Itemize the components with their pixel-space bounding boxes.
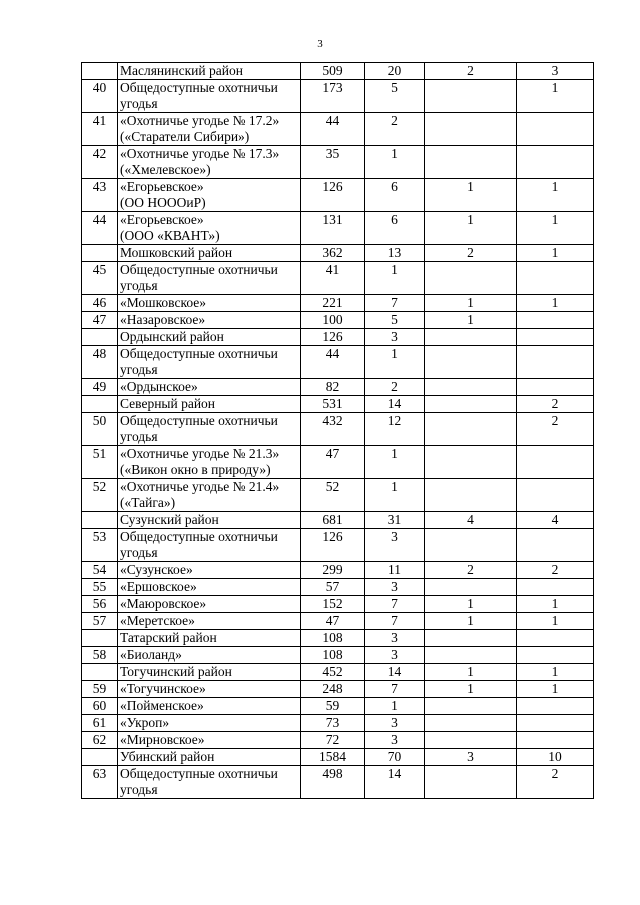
- row-value-4: 2: [517, 562, 594, 579]
- row-value-4: [517, 113, 594, 146]
- row-value-4: [517, 647, 594, 664]
- row-value-3: [425, 80, 517, 113]
- row-value-2: 1: [365, 479, 425, 512]
- row-value-3: [425, 579, 517, 596]
- row-name-line-2: («Хмелевское»): [120, 162, 211, 177]
- row-value-3: [425, 479, 517, 512]
- row-value-2: 1: [365, 446, 425, 479]
- row-value-2: 6: [365, 212, 425, 245]
- row-value-3: [425, 262, 517, 295]
- row-name-line-2: («Викон окно в природу»): [120, 462, 271, 477]
- row-value-2: 3: [365, 579, 425, 596]
- row-value-1: 108: [301, 647, 365, 664]
- row-number: 56: [82, 596, 118, 613]
- district-row: [82, 664, 594, 681]
- row-value-3: [425, 446, 517, 479]
- row-value-3: 4: [425, 512, 517, 529]
- row-name: [118, 479, 301, 512]
- row-name-line: «Тогучинское»: [120, 681, 206, 696]
- row-value-2: 7: [365, 596, 425, 613]
- row-value-3: 1: [425, 664, 517, 681]
- table-row: [82, 766, 594, 799]
- row-value-1: 498: [301, 766, 365, 799]
- row-name: [118, 146, 301, 179]
- table-row: [82, 295, 594, 312]
- row-value-1: 1584: [301, 749, 365, 766]
- row-value-1: 82: [301, 379, 365, 396]
- row-value-2: 31: [365, 512, 425, 529]
- row-name-line: «Биоланд»: [120, 647, 182, 662]
- row-name-line: Ордынский район: [120, 329, 224, 344]
- row-value-1: 108: [301, 630, 365, 647]
- row-value-3: [425, 766, 517, 799]
- row-number: 52: [82, 479, 118, 512]
- row-name-line: «Пойменское»: [120, 698, 204, 713]
- row-name: [118, 245, 301, 262]
- row-name: [118, 312, 301, 329]
- row-name-line: Маслянинский район: [120, 63, 243, 78]
- table-row: [82, 732, 594, 749]
- row-value-2: 14: [365, 664, 425, 681]
- table-row: [82, 80, 594, 113]
- row-value-4: 1: [517, 295, 594, 312]
- row-number: [82, 63, 118, 80]
- row-number: 61: [82, 715, 118, 732]
- row-number: 53: [82, 529, 118, 562]
- row-name-line-2: угодья: [120, 782, 158, 797]
- row-value-1: 432: [301, 413, 365, 446]
- row-name: [118, 80, 301, 113]
- row-value-3: [425, 329, 517, 346]
- row-number: 63: [82, 766, 118, 799]
- row-value-2: 5: [365, 80, 425, 113]
- row-value-2: 3: [365, 630, 425, 647]
- row-value-4: 1: [517, 664, 594, 681]
- row-name: [118, 630, 301, 647]
- row-value-4: 1: [517, 245, 594, 262]
- row-name: [118, 749, 301, 766]
- row-number: 41: [82, 113, 118, 146]
- row-value-4: [517, 479, 594, 512]
- row-name-line-2: угодья: [120, 362, 158, 377]
- table-row: [82, 579, 594, 596]
- row-value-3: [425, 715, 517, 732]
- row-name: [118, 63, 301, 80]
- row-value-4: [517, 262, 594, 295]
- row-name: [118, 529, 301, 562]
- row-value-4: [517, 715, 594, 732]
- row-name: [118, 446, 301, 479]
- row-name: [118, 681, 301, 698]
- table-row: [82, 262, 594, 295]
- row-value-4: 1: [517, 212, 594, 245]
- row-number: 55: [82, 579, 118, 596]
- row-number: 57: [82, 613, 118, 630]
- row-value-4: [517, 529, 594, 562]
- row-name: [118, 613, 301, 630]
- table-row: [82, 113, 594, 146]
- district-row: [82, 396, 594, 413]
- row-value-1: 57: [301, 579, 365, 596]
- table-row: [82, 529, 594, 562]
- row-value-2: 7: [365, 613, 425, 630]
- row-name: [118, 562, 301, 579]
- row-value-2: 13: [365, 245, 425, 262]
- row-value-4: 1: [517, 80, 594, 113]
- row-value-1: 126: [301, 529, 365, 562]
- row-value-3: [425, 413, 517, 446]
- row-number: [82, 329, 118, 346]
- row-name-line: «Назаровское»: [120, 312, 206, 327]
- row-value-3: 1: [425, 613, 517, 630]
- row-value-4: 1: [517, 681, 594, 698]
- row-number: 48: [82, 346, 118, 379]
- row-name-line: Татарский район: [120, 630, 217, 645]
- row-number: 40: [82, 80, 118, 113]
- row-name: [118, 379, 301, 396]
- row-value-1: 59: [301, 698, 365, 715]
- row-value-2: 3: [365, 329, 425, 346]
- row-name-line: «Ордынское»: [120, 379, 198, 394]
- table-body: [82, 63, 594, 799]
- row-name-line: «Мошковское»: [120, 295, 207, 310]
- row-value-1: 299: [301, 562, 365, 579]
- row-name: [118, 732, 301, 749]
- row-number: [82, 512, 118, 529]
- row-value-3: 3: [425, 749, 517, 766]
- row-name-line: «Охотничье угодье № 21.3»: [120, 446, 280, 461]
- row-value-1: 73: [301, 715, 365, 732]
- row-name-line: Общедоступные охотничьи: [120, 529, 278, 544]
- row-name-line-2: (ОО НОООиР): [120, 195, 206, 210]
- row-value-2: 6: [365, 179, 425, 212]
- row-number: 62: [82, 732, 118, 749]
- row-name-line-2: (ООО «КВАНТ»): [120, 228, 220, 243]
- row-name: [118, 596, 301, 613]
- table-row: [82, 613, 594, 630]
- row-name-line: Общедоступные охотничьи: [120, 413, 278, 428]
- row-name: [118, 698, 301, 715]
- row-value-4: [517, 312, 594, 329]
- row-name-line: Мошковский район: [120, 245, 233, 260]
- row-value-2: 7: [365, 295, 425, 312]
- row-value-4: [517, 630, 594, 647]
- table-row: [82, 146, 594, 179]
- table-row: [82, 379, 594, 396]
- table-row: [82, 647, 594, 664]
- row-name-line-2: («Старатели Сибири»): [120, 129, 250, 144]
- row-value-1: 126: [301, 179, 365, 212]
- row-value-4: [517, 698, 594, 715]
- row-value-3: 1: [425, 681, 517, 698]
- row-number: [82, 749, 118, 766]
- row-name-line: Общедоступные охотничьи: [120, 346, 278, 361]
- row-value-1: 47: [301, 613, 365, 630]
- row-value-1: 44: [301, 113, 365, 146]
- row-value-2: 3: [365, 715, 425, 732]
- row-number: [82, 630, 118, 647]
- row-number: [82, 664, 118, 681]
- district-row: [82, 749, 594, 766]
- row-value-2: 11: [365, 562, 425, 579]
- row-value-2: 3: [365, 732, 425, 749]
- row-value-2: 2: [365, 113, 425, 146]
- row-value-1: 131: [301, 212, 365, 245]
- hunting-grounds-table: [81, 62, 594, 799]
- row-value-3: [425, 732, 517, 749]
- row-value-1: 100: [301, 312, 365, 329]
- row-name: [118, 664, 301, 681]
- row-number: 50: [82, 413, 118, 446]
- row-value-1: 509: [301, 63, 365, 80]
- row-value-1: 126: [301, 329, 365, 346]
- table-row: [82, 312, 594, 329]
- row-value-1: 44: [301, 346, 365, 379]
- row-name: [118, 396, 301, 413]
- row-number: 60: [82, 698, 118, 715]
- district-row: [82, 63, 594, 80]
- row-value-3: [425, 529, 517, 562]
- row-value-1: 681: [301, 512, 365, 529]
- row-name-line: «Мирновское»: [120, 732, 205, 747]
- row-value-4: 1: [517, 613, 594, 630]
- row-value-4: 4: [517, 512, 594, 529]
- row-name-line: Убинский район: [120, 749, 215, 764]
- row-name: [118, 262, 301, 295]
- row-value-2: 1: [365, 146, 425, 179]
- row-name-line: Общедоступные охотничьи: [120, 80, 278, 95]
- row-name-line: «Маюровское»: [120, 596, 207, 611]
- row-number: 54: [82, 562, 118, 579]
- row-value-4: 2: [517, 766, 594, 799]
- row-value-2: 20: [365, 63, 425, 80]
- row-value-1: 362: [301, 245, 365, 262]
- row-name: [118, 647, 301, 664]
- row-number: [82, 245, 118, 262]
- district-row: [82, 512, 594, 529]
- row-number: 42: [82, 146, 118, 179]
- row-value-4: 2: [517, 396, 594, 413]
- row-value-3: [425, 396, 517, 413]
- row-name: [118, 715, 301, 732]
- district-row: [82, 329, 594, 346]
- row-name-line: «Меретское»: [120, 613, 195, 628]
- row-value-2: 12: [365, 413, 425, 446]
- table-row: [82, 446, 594, 479]
- row-name: [118, 329, 301, 346]
- row-name-line: Общедоступные охотничьи: [120, 262, 278, 277]
- row-name-line: Сузунский район: [120, 512, 219, 527]
- row-number: 49: [82, 379, 118, 396]
- row-name-line: «Ершовское»: [120, 579, 197, 594]
- row-value-1: 221: [301, 295, 365, 312]
- row-value-4: [517, 579, 594, 596]
- row-value-2: 1: [365, 698, 425, 715]
- row-name-line: Общедоступные охотничьи: [120, 766, 278, 781]
- row-value-4: 1: [517, 596, 594, 613]
- row-name-line-2: угодья: [120, 278, 158, 293]
- row-value-3: [425, 630, 517, 647]
- row-value-3: 2: [425, 245, 517, 262]
- row-name: [118, 346, 301, 379]
- row-name: [118, 579, 301, 596]
- page-number: 3: [317, 38, 323, 50]
- row-value-2: 2: [365, 379, 425, 396]
- row-name-line-2: («Тайга»): [120, 495, 176, 510]
- row-number: 51: [82, 446, 118, 479]
- row-value-4: [517, 146, 594, 179]
- row-value-3: 1: [425, 596, 517, 613]
- row-name-line-2: угодья: [120, 545, 158, 560]
- row-value-3: 1: [425, 295, 517, 312]
- table-row: [82, 212, 594, 245]
- row-number: 44: [82, 212, 118, 245]
- row-name: [118, 179, 301, 212]
- row-value-2: 7: [365, 681, 425, 698]
- row-name-line: «Охотничье угодье № 17.2»: [120, 113, 280, 128]
- table-row: [82, 681, 594, 698]
- row-value-1: 531: [301, 396, 365, 413]
- row-value-4: [517, 379, 594, 396]
- row-value-1: 41: [301, 262, 365, 295]
- row-name-line: «Сузунское»: [120, 562, 193, 577]
- row-value-3: [425, 146, 517, 179]
- row-value-4: [517, 446, 594, 479]
- row-value-2: 14: [365, 766, 425, 799]
- row-value-1: 452: [301, 664, 365, 681]
- table-row: [82, 715, 594, 732]
- table-row: [82, 346, 594, 379]
- row-name-line: Тогучинский район: [120, 664, 232, 679]
- row-value-4: 2: [517, 413, 594, 446]
- row-number: 46: [82, 295, 118, 312]
- row-name-line: «Егорьевское»: [120, 179, 204, 194]
- row-value-2: 3: [365, 647, 425, 664]
- district-row: [82, 630, 594, 647]
- row-name: [118, 766, 301, 799]
- row-value-3: 1: [425, 312, 517, 329]
- row-number: [82, 396, 118, 413]
- row-value-4: [517, 346, 594, 379]
- table-row: [82, 179, 594, 212]
- row-value-3: [425, 698, 517, 715]
- row-value-1: 47: [301, 446, 365, 479]
- row-value-1: 72: [301, 732, 365, 749]
- row-name-line: Северный район: [120, 396, 216, 411]
- row-number: 58: [82, 647, 118, 664]
- row-name-line: «Охотничье угодье № 21.4»: [120, 479, 280, 494]
- row-name: [118, 212, 301, 245]
- row-value-3: [425, 379, 517, 396]
- row-name: [118, 512, 301, 529]
- row-value-3: 2: [425, 63, 517, 80]
- row-number: 47: [82, 312, 118, 329]
- row-value-2: 1: [365, 346, 425, 379]
- district-row: [82, 245, 594, 262]
- row-value-2: 14: [365, 396, 425, 413]
- row-name-line: «Егорьевское»: [120, 212, 204, 227]
- row-value-2: 3: [365, 529, 425, 562]
- row-name: [118, 113, 301, 146]
- table-row: [82, 698, 594, 715]
- row-value-3: [425, 113, 517, 146]
- row-value-2: 5: [365, 312, 425, 329]
- row-name-line: «Укроп»: [120, 715, 170, 730]
- row-value-2: 1: [365, 262, 425, 295]
- row-name: [118, 413, 301, 446]
- row-value-3: 1: [425, 179, 517, 212]
- table-row: [82, 413, 594, 446]
- row-name-line: «Охотничье угодье № 17.3»: [120, 146, 280, 161]
- row-value-3: [425, 647, 517, 664]
- row-value-1: 173: [301, 80, 365, 113]
- row-number: 43: [82, 179, 118, 212]
- row-number: 45: [82, 262, 118, 295]
- row-name: [118, 295, 301, 312]
- row-value-1: 52: [301, 479, 365, 512]
- row-value-3: 1: [425, 212, 517, 245]
- table-row: [82, 596, 594, 613]
- row-value-1: 35: [301, 146, 365, 179]
- row-value-1: 152: [301, 596, 365, 613]
- row-name-line-2: угодья: [120, 429, 158, 444]
- row-value-4: 10: [517, 749, 594, 766]
- row-value-4: [517, 329, 594, 346]
- row-value-4: [517, 732, 594, 749]
- row-number: 59: [82, 681, 118, 698]
- row-name-line-2: угодья: [120, 96, 158, 111]
- row-value-3: [425, 346, 517, 379]
- table-row: [82, 479, 594, 512]
- row-value-1: 248: [301, 681, 365, 698]
- row-value-4: 1: [517, 179, 594, 212]
- row-value-3: 2: [425, 562, 517, 579]
- table-row: [82, 562, 594, 579]
- row-value-4: 3: [517, 63, 594, 80]
- row-value-2: 70: [365, 749, 425, 766]
